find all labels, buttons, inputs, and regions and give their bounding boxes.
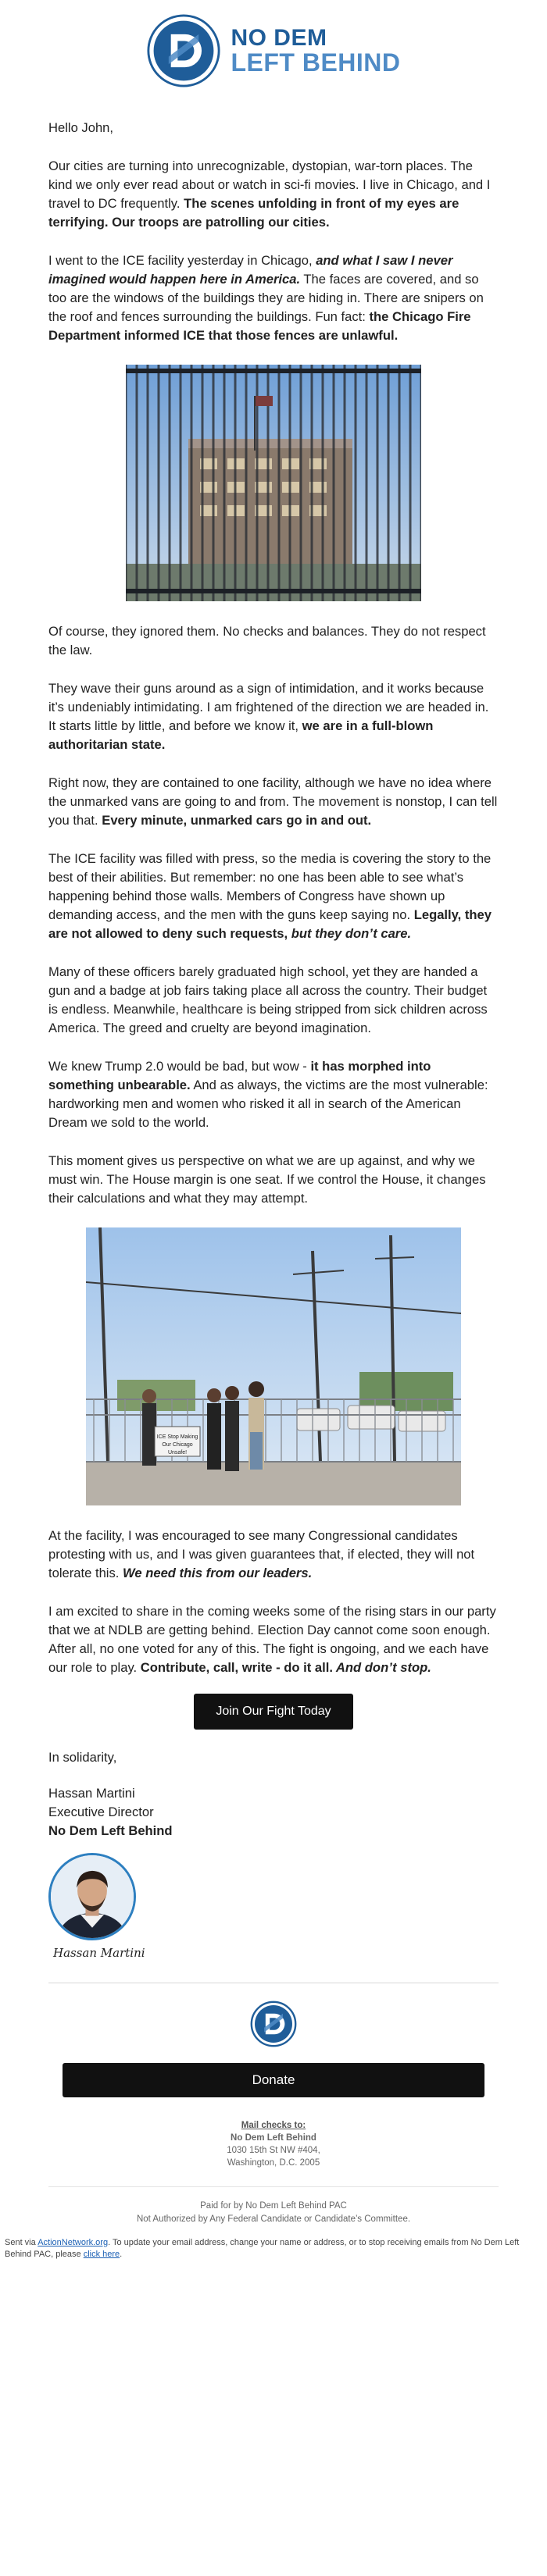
disclaimer	[0, 2200, 547, 2226]
p10-text: At the facility, I was encouraged to see many Congressional candidates protesting with us, and I was given guarantees that, if elected, they will not tolerate this.	[48, 1528, 475, 1580]
cta-container	[48, 1694, 499, 1730]
p6-bold: Legally, they are not allowed to deny such requests,	[48, 907, 492, 941]
protest-sign-text-2: Our Chicago	[162, 1442, 193, 1448]
signer-block	[48, 1784, 499, 1840]
p5-text: Right now, they are contained to one facility, although we have no idea where the unmarked vans are going to and from. The movement is nonstop, I can tell you that.	[48, 775, 498, 828]
p4-bold: we are in a full-blown authoritarian state.	[48, 718, 434, 752]
paragraph-11	[48, 1602, 499, 1677]
signer-title: Executive Director	[48, 1805, 154, 1819]
email-header	[0, 0, 547, 102]
nd-shield-logo-icon	[146, 13, 221, 88]
p8-text-c: And as always, the victims are the most vulnerable: hardworking men and women who risked it all in search of the American Dream we sold to the world.	[48, 1078, 488, 1130]
p5-bold: Every minute, unmarked cars go in and out.	[102, 813, 372, 828]
p6-bold-italic: but they don’t care.	[291, 926, 412, 941]
footer-divider-2	[48, 2186, 499, 2187]
p8-bold: it has morphed into something unbearable.	[48, 1059, 431, 1092]
footer-logo[interactable]	[0, 2001, 547, 2047]
p8-text-a: We knew Trump 2.0 would be bad, but wow -	[48, 1059, 311, 1074]
mail-title: Mail checks to:	[241, 2121, 306, 2130]
paragraph-8	[48, 1057, 499, 1132]
p2-bold-italic: and what I saw I never imagined would happen here in America.	[48, 253, 453, 287]
brand-wordmark	[231, 27, 400, 75]
bottom-text-a: Sent via	[5, 2238, 38, 2247]
not-authorized-line: Not Authorized by Any Federal Candidate or Candidate’s Committee.	[136, 2214, 411, 2224]
p11-bold-italic: And don’t stop.	[332, 1660, 431, 1675]
p10-bold-italic: We need this from our leaders.	[123, 1566, 313, 1580]
p1-bold: The scenes unfolding in front of my eyes are terrifying. Our troops are patrolling our cities.	[48, 196, 459, 230]
signer-name: Hassan Martini	[48, 1786, 135, 1801]
bottom-text-c: .	[120, 2250, 123, 2259]
signature-block	[48, 1853, 499, 1962]
mail-org: No Dem Left Behind	[231, 2133, 316, 2143]
paragraph-9: This moment gives us perspective on what we are up against, and why we must win. The House margin is one seat. If we control the House, it changes their calculations and what they may attempt.	[48, 1153, 486, 1206]
protest-gate-photo	[86, 1227, 461, 1505]
mailing-address	[0, 2119, 547, 2169]
avatar	[48, 1853, 136, 1940]
protest-sign-text-3: Unsafe!	[167, 1450, 188, 1455]
mail-address-line-2: Washington, D.C. 2005	[227, 2158, 320, 2168]
handwritten-signature: Hassan Martini	[53, 1946, 145, 1960]
fence-building-photo	[126, 365, 421, 601]
signer-org: No Dem Left Behind	[48, 1823, 173, 1838]
paragraph-5	[48, 774, 499, 830]
unsubscribe-notice	[0, 2237, 547, 2261]
p11-bold: Contribute, call, write - do it all.	[140, 1660, 333, 1675]
email-body	[0, 102, 547, 1962]
actionnetwork-link[interactable]: ActionNetwork.org	[38, 2238, 109, 2247]
paragraph-2	[48, 251, 499, 345]
p2-text-a: I went to the ICE facility yesterday in Chicago,	[48, 253, 316, 268]
click-here-link[interactable]: click here	[83, 2250, 120, 2259]
paragraph-1	[48, 157, 499, 232]
brand-logo[interactable]	[146, 13, 400, 88]
paragraph-6	[48, 850, 499, 943]
p1-text: Our cities are turning into unrecognizable, dystopian, war-torn places. The kind we only ever read about or watch in sci-fi movies. I live in Chicago, and I travel to DC frequently.	[48, 159, 491, 211]
donate-button[interactable]: Donate	[63, 2063, 484, 2097]
brand-line-2: LEFT BEHIND	[231, 48, 401, 77]
join-fight-button[interactable]: Join Our Fight Today	[194, 1694, 352, 1730]
paragraph-10	[48, 1527, 499, 1583]
p2-text-c: The faces are covered, and so too are the windows of the buildings they are hiding in. There are snipers on the roof and fences surrounding the buildings. Fun fact:	[48, 272, 484, 324]
p6-text: The ICE facility was filled with press, so the media is covering the story to the best of their abilities. But remember: no one has been able to see what’s happening behind those walls. Members of Congress have shown up demanding access, and the men with the guns keep saying no.	[48, 851, 492, 922]
protest-sign-text: ICE Stop Making	[156, 1434, 198, 1440]
paid-for-line: Paid for by No Dem Left Behind PAC	[200, 2201, 347, 2211]
closing: In solidarity,	[48, 1750, 117, 1765]
paragraph-7: Many of these officers barely graduated high school, yet they are handed a gun and a badge at job fairs taking place all across the country. Their budget is endless. Meanwhile, healthcare is being stripped from sick children across America. The greed and cruelty are beyond imagination.	[48, 964, 488, 1035]
mail-address-line-1: 1030 15th St NW #404,	[227, 2146, 320, 2155]
brand-line-1: NO DEM	[231, 25, 327, 51]
p4-text: They wave their guns around as a sign of intimidation, and it works because it’s undeniably intimidating. I am frightened of the direction we are headed in. It starts little by little, and before we know it,	[48, 681, 489, 733]
greeting: Hello John,	[48, 120, 114, 135]
nd-shield-logo-icon	[250, 2001, 297, 2047]
paragraph-3: Of course, they ignored them. No checks and balances. They do not respect the law.	[48, 624, 486, 657]
bottom-text-b: . To update your email address, change your name or address, or to stop receiving emails from No Dem Left Behind PAC, please	[5, 2238, 520, 2259]
paragraph-4	[48, 679, 499, 754]
p2-bold: the Chicago Fire Department informed ICE that those fences are unlawful.	[48, 309, 471, 343]
signoff	[48, 1748, 499, 1962]
p11-text-a: I am excited to share in the coming weeks some of the rising stars in our party that we at NDLB are getting behind. Election Day cannot come soon enough. After all, no one voted for any of this. The fight is ongoing, and we each have our role to play.	[48, 1604, 496, 1675]
